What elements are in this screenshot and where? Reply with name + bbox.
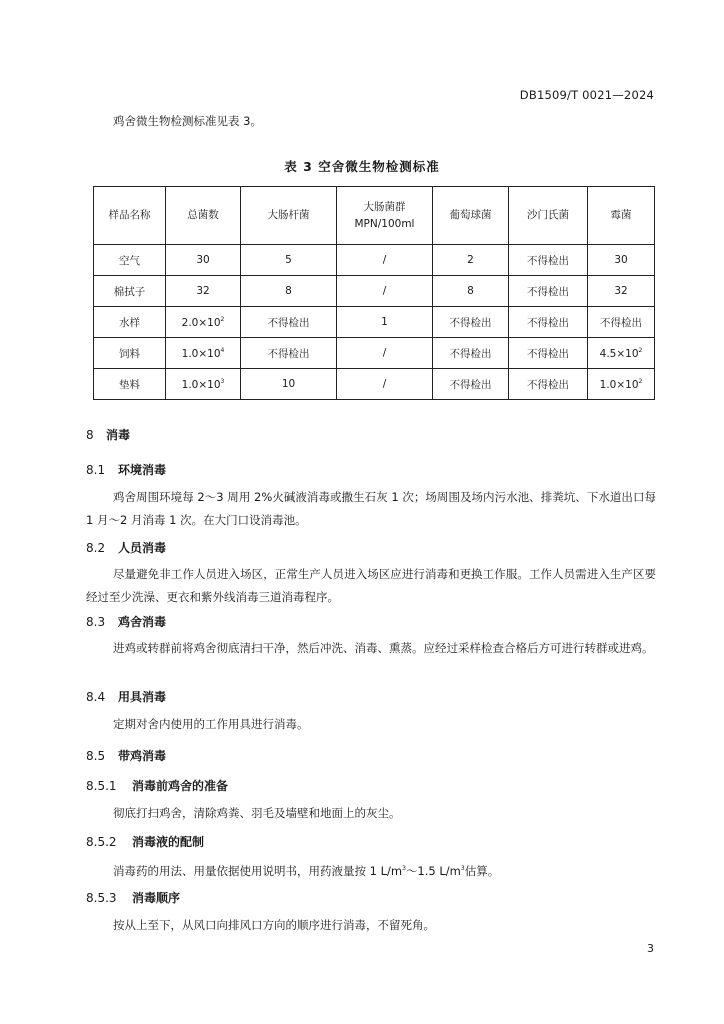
cell-value: 2.0×10 (181, 316, 221, 329)
section-title: 消毒前鸡舍的准备 (132, 779, 229, 793)
table-cell: 30 (166, 245, 241, 276)
table-cell: / (337, 369, 433, 400)
section-8-5-3-heading (86, 889, 180, 906)
section-8-2-heading (86, 539, 166, 556)
section-8-5-1-text: 彻底打扫鸡舍，清除鸡粪、羽毛及墙壁和地面上的灰尘。 (113, 806, 401, 820)
section-number: 8.2 (86, 541, 106, 555)
section-8-5-2-text (86, 857, 656, 883)
table-cell (166, 307, 241, 338)
table-cell (166, 338, 241, 369)
table-row (94, 245, 655, 276)
unit-exponent: 3 (460, 865, 465, 872)
table-title: 表 3 空舍微生物检测标准 (284, 159, 440, 174)
table-cell: 水样 (94, 307, 166, 338)
table-cell: 不得检出 (588, 307, 655, 338)
section-8-5-2-heading (86, 833, 204, 850)
section-8-5-heading (86, 747, 166, 764)
section-title: 带鸡消毒 (118, 749, 167, 763)
table-cell: 不得检出 (509, 276, 588, 307)
table-cell: 30 (588, 245, 655, 276)
section-number: 8.5.2 (86, 835, 117, 849)
section-title: 消毒顺序 (132, 891, 181, 905)
cell-exponent: 2 (638, 377, 643, 385)
header-e-coli: 大肠杆菌 (241, 187, 337, 245)
table-cell: 空气 (94, 245, 166, 276)
text-part: ～1.5 L/m (405, 864, 461, 878)
cell-value: 1.0×10 (181, 347, 221, 360)
section-8-2-text: 尽量避免非工作人员进入场区，正常生产人员进入场区应进行消毒和更换工作服。工作人员需进入生产区要经过至少洗澡、更衣和紫外线消毒三道消毒程序。 (86, 567, 656, 604)
cell-value: 4.5×10 (599, 347, 639, 360)
cell-exponent: 2 (220, 315, 225, 323)
table-cell: 8 (433, 276, 509, 307)
text-part: 消毒药的用法、用量依据使用说明书，用药液量按 1 L/m (113, 864, 403, 878)
section-title: 鸡舍消毒 (118, 615, 167, 629)
table-row (94, 307, 655, 338)
table-cell: 8 (241, 276, 337, 307)
header-staphylococcus: 葡萄球菌 (433, 187, 509, 245)
section-title: 环境消毒 (118, 463, 167, 477)
text-part: 估算。 (464, 864, 500, 878)
header-coliform-name: 大肠菌群 (363, 200, 406, 213)
table-cell: 不得检出 (433, 338, 509, 369)
table-row (94, 276, 655, 307)
cell-value: 1.0×10 (599, 378, 639, 391)
table-header-row (94, 187, 655, 245)
section-number: 8 (86, 428, 94, 442)
table-cell: / (337, 276, 433, 307)
header-mold: 霉菌 (588, 187, 655, 245)
unit-exponent: 3 (402, 865, 406, 872)
table-cell: 不得检出 (433, 369, 509, 400)
section-8-5-3-text: 按从上至下，从风口向排风口方向的顺序进行消毒，不留死角。 (113, 918, 435, 932)
table-cell: / (337, 338, 433, 369)
table-cell: 垫料 (94, 369, 166, 400)
section-number: 8.5.1 (86, 779, 117, 793)
table-cell: 32 (166, 276, 241, 307)
table-cell: 饲料 (94, 338, 166, 369)
table-cell: 棉拭子 (94, 276, 166, 307)
table-cell: 不得检出 (433, 307, 509, 338)
cell-exponent: 4 (220, 346, 225, 354)
header-coliform-unit: MPN/100ml (354, 217, 415, 230)
intro-text: 鸡舍微生物检测标准见表 3。 (113, 114, 262, 128)
table-cell: 不得检出 (509, 245, 588, 276)
section-8-4-text: 定期对舍内使用的工作用具进行消毒。 (113, 717, 309, 731)
section-8-3-heading (86, 613, 166, 630)
table-cell (588, 369, 655, 400)
table-cell: 不得检出 (241, 307, 337, 338)
header-coliform (337, 187, 433, 245)
header-salmonella: 沙门氏菌 (509, 187, 588, 245)
table-cell: 不得检出 (241, 338, 337, 369)
section-title: 人员消毒 (118, 541, 167, 555)
table-row (94, 369, 655, 400)
section-number: 8.1 (86, 463, 106, 477)
section-number: 8.4 (86, 690, 106, 704)
section-number: 8.5 (86, 749, 106, 763)
cell-exponent: 2 (638, 346, 643, 354)
cell-value: 1.0×10 (181, 378, 221, 391)
table-cell (166, 369, 241, 400)
table-cell: 不得检出 (509, 369, 588, 400)
table-cell: / (337, 245, 433, 276)
section-title: 消毒液的配制 (132, 835, 205, 849)
section-8-5-1-heading (86, 777, 228, 794)
table-cell: 10 (241, 369, 337, 400)
table-cell: 5 (241, 245, 337, 276)
section-8-1-text: 鸡舍周围环境每 2～3 周用 2%火碱液消毒或撒生石灰 1 次；场周围及场内污水池、排粪坑、下水道出口每 1 月～2 月消毒 1 次。在大门口设消毒池。 (86, 490, 656, 527)
table-cell: 不得检出 (509, 307, 588, 338)
document-code: DB1509/T 0021—2024 (519, 88, 654, 102)
table-cell: 32 (588, 276, 655, 307)
section-title: 消毒 (106, 428, 131, 442)
section-number: 8.3 (86, 615, 106, 629)
header-sample-name: 样品名称 (94, 187, 166, 245)
section-title: 用具消毒 (118, 690, 167, 704)
table-cell: 不得检出 (509, 338, 588, 369)
section-8-heading (86, 426, 130, 443)
microbe-standard-table (93, 186, 655, 400)
section-number: 8.5.3 (86, 891, 117, 905)
header-total-bacteria: 总菌数 (166, 187, 241, 245)
section-8-1-heading (86, 461, 166, 478)
table-cell: 2 (433, 245, 509, 276)
page-number: 3 (647, 942, 654, 955)
table-cell: 1 (337, 307, 433, 338)
table-cell (588, 338, 655, 369)
table-row (94, 338, 655, 369)
section-8-3-text: 进鸡或转群前将鸡舍彻底清扫干净，然后冲洗、消毒、熏蒸。应经过采样检查合格后方可进行转群或进鸡。 (113, 641, 654, 655)
section-8-4-heading (86, 688, 166, 705)
cell-exponent: 3 (220, 377, 225, 385)
